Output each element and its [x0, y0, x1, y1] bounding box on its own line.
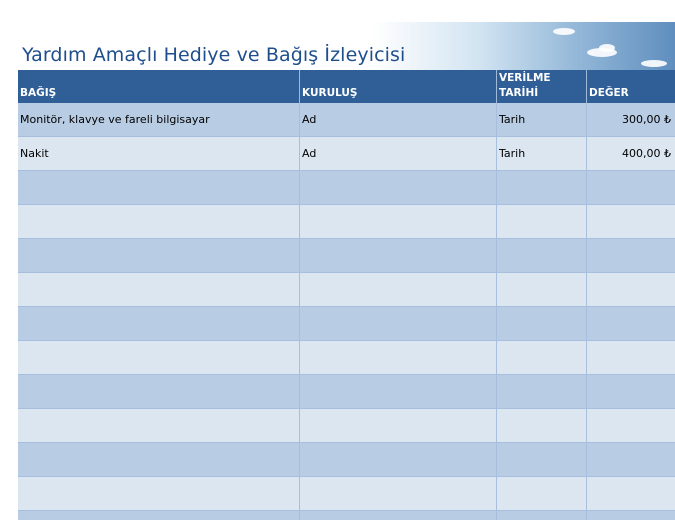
cell-gift[interactable] [18, 307, 300, 340]
cell-date[interactable] [497, 273, 587, 306]
cell-gift[interactable] [18, 511, 300, 520]
cell-date[interactable] [497, 511, 587, 520]
table-row [18, 239, 675, 273]
cell-date[interactable] [497, 171, 587, 204]
cell-value[interactable]: 300,00 ₺ [622, 113, 671, 126]
cell-value[interactable] [587, 511, 675, 520]
cell-date[interactable] [497, 477, 587, 510]
table-row [18, 477, 675, 511]
table-row [18, 103, 675, 137]
cell-gift[interactable] [18, 341, 300, 374]
table-row [18, 171, 675, 205]
page-title: Yardım Amaçlı Hediye ve Bağış İzleyicisi [22, 44, 406, 66]
cell-date[interactable] [497, 307, 587, 340]
cell-date[interactable] [497, 409, 587, 442]
cell-organization[interactable] [300, 511, 497, 520]
cell-gift[interactable] [18, 477, 300, 510]
column-header-gift-label: BAĞIŞ [20, 87, 57, 99]
gift-table [18, 70, 675, 520]
cell-value[interactable] [587, 477, 675, 510]
cell-organization[interactable] [300, 171, 497, 204]
cell-organization[interactable] [300, 205, 497, 238]
table-row [18, 137, 675, 171]
cell-gift[interactable]: Nakit [18, 137, 300, 170]
cell-date[interactable] [497, 443, 587, 476]
column-header-date-label [499, 71, 551, 101]
cell-gift[interactable] [18, 171, 300, 204]
cell-value[interactable] [587, 171, 675, 204]
column-header-organization[interactable] [300, 70, 497, 103]
sky-header-image [373, 22, 675, 70]
cell-organization[interactable] [300, 409, 497, 442]
column-header-date-line2: TARİHİ [499, 87, 539, 99]
cell-date[interactable] [497, 239, 587, 272]
cell-date[interactable]: Tarih [497, 103, 587, 136]
cell-gift[interactable] [18, 205, 300, 238]
column-header-date-line1: VERİLME [499, 72, 551, 84]
cell-value[interactable] [587, 443, 675, 476]
cell-gift[interactable] [18, 443, 300, 476]
cell-gift[interactable] [18, 375, 300, 408]
cell-gift[interactable] [18, 273, 300, 306]
table-row [18, 341, 675, 375]
column-header-value-label: DEĞER [589, 87, 629, 99]
column-header-date[interactable] [497, 70, 587, 103]
cell-organization[interactable]: Ad [300, 103, 497, 136]
column-header-value[interactable] [587, 70, 675, 103]
cell-date[interactable]: Tarih [497, 137, 587, 170]
cell-organization[interactable] [300, 443, 497, 476]
cell-date[interactable] [497, 205, 587, 238]
table-row [18, 273, 675, 307]
table-row [18, 307, 675, 341]
cell-value[interactable]: 400,00 ₺ [622, 147, 671, 160]
cell-date[interactable] [497, 375, 587, 408]
table-row [18, 375, 675, 409]
cell-organization[interactable] [300, 375, 497, 408]
cell-value[interactable] [587, 273, 675, 306]
cell-value[interactable] [587, 409, 675, 442]
table-row [18, 205, 675, 239]
cell-date[interactable] [497, 341, 587, 374]
column-header-organization-label: KURULUŞ [302, 87, 358, 99]
cell-organization[interactable]: Ad [300, 137, 497, 170]
table-row [18, 443, 675, 477]
cell-organization[interactable] [300, 341, 497, 374]
cell-gift[interactable] [18, 239, 300, 272]
table-row [18, 409, 675, 443]
cell-gift[interactable]: Monitör, klavye ve fareli bilgisayar [18, 103, 300, 136]
cell-organization[interactable] [300, 273, 497, 306]
cell-organization[interactable] [300, 307, 497, 340]
cell-value[interactable] [587, 375, 675, 408]
cell-value[interactable] [587, 307, 675, 340]
table-row [18, 511, 675, 520]
cell-value[interactable] [587, 341, 675, 374]
cell-organization[interactable] [300, 477, 497, 510]
cell-value[interactable] [587, 239, 675, 272]
cell-value[interactable] [587, 205, 675, 238]
cell-gift[interactable] [18, 409, 300, 442]
cell-organization[interactable] [300, 239, 497, 272]
column-header-gift[interactable] [18, 70, 300, 103]
